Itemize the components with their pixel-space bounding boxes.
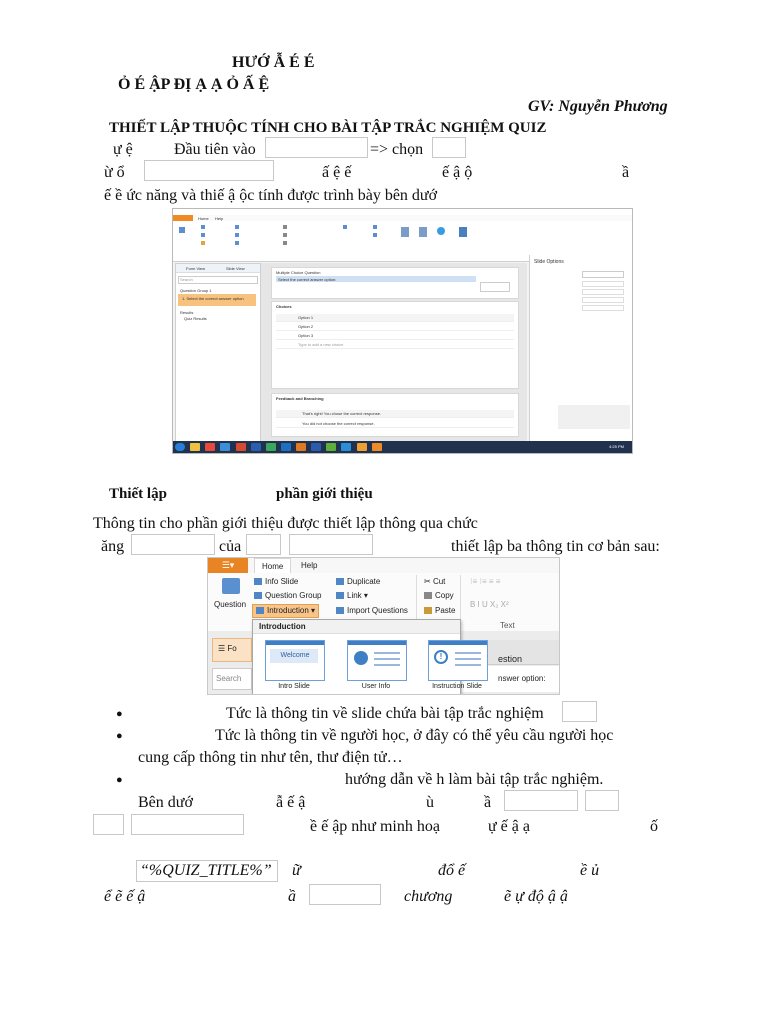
header-line-2: Ỏ É ẬP ĐỊ Ạ Ạ Ỏ Ấ Ệ xyxy=(118,76,270,93)
copy-icon xyxy=(424,592,432,599)
bullet-3-text: hướng dẫn về h làm bài tập trắc nghiệm. xyxy=(345,771,604,788)
section-title-intro-b: phần giới thiệu xyxy=(276,486,373,502)
dropdown-title: Introduction xyxy=(259,622,306,631)
bullet-dot: ● xyxy=(116,708,123,720)
picture-icon xyxy=(373,225,377,229)
intro-paragraph-2a: ăng xyxy=(101,538,125,555)
blank-box xyxy=(585,790,619,811)
blank-box xyxy=(131,814,244,835)
paste-icon xyxy=(283,241,287,245)
s3-line4-b: ầ xyxy=(288,888,296,905)
introduction-menu-screenshot xyxy=(207,557,560,695)
info-slide-label: Info Slide xyxy=(265,577,299,586)
s3-line3-c: đổ ế xyxy=(438,862,466,879)
search-input: Search xyxy=(216,674,242,683)
bullet-dot: ● xyxy=(116,730,123,742)
question-group-label: Question Group xyxy=(265,591,322,600)
taskbar-clock: 4:25 PM xyxy=(609,444,624,449)
introduction-icon xyxy=(256,607,264,614)
p3: ế ề ức năng và thiế ậ ộc tính được trình bày bên dướ xyxy=(104,187,438,204)
question-icon xyxy=(222,578,240,594)
info-slide-icon xyxy=(201,225,205,229)
blank-box xyxy=(289,534,373,555)
bullet-dot: ● xyxy=(116,774,123,786)
header-line-1: HƯỚ Ẫ É É xyxy=(232,54,315,71)
question-header-fragment: estion xyxy=(498,654,523,664)
choice-2: Option 2 xyxy=(298,324,314,329)
save-and-return-icon xyxy=(459,227,467,237)
cut-label: Cut xyxy=(432,577,446,586)
question-prompt: Select the correct answer option: xyxy=(278,277,337,282)
tab-home: Home xyxy=(254,558,291,574)
info-icon: ! xyxy=(434,650,448,664)
tree-item-selected: 1. Select the correct answer option xyxy=(182,296,244,301)
info-slide-icon xyxy=(254,578,262,585)
tree-quiz-results: Quiz Results xyxy=(184,316,207,321)
feedback-incorrect: You did not choose the correct response. xyxy=(302,421,375,426)
choice-1: Option 1 xyxy=(298,315,314,320)
text-group-label: Text xyxy=(500,621,515,630)
link-icon xyxy=(235,233,239,237)
feedback-label: Feedback and Branching xyxy=(276,396,324,401)
s3-line2-b: ự ế ậ ạ xyxy=(488,818,530,835)
preview-icon xyxy=(437,227,445,235)
user-icon xyxy=(354,651,368,665)
instruction-slide-caption: Instruction Slide xyxy=(432,683,482,690)
import-label: Import Questions xyxy=(347,606,408,615)
s3-line2-c: ố xyxy=(650,818,658,835)
question-type-title: Multiple Choice Question xyxy=(276,270,321,275)
intro-paragraph-2c: thiết lập ba thông tin cơ bản sau: xyxy=(451,538,660,555)
left-panel xyxy=(175,263,261,445)
blank-box xyxy=(309,884,381,905)
copy-icon xyxy=(283,233,287,237)
slide-view-tab: Slide View xyxy=(226,266,245,271)
question-group-icon xyxy=(201,233,205,237)
blank-box xyxy=(246,534,281,555)
properties-icon xyxy=(401,227,409,237)
tab-help: Help xyxy=(301,561,318,570)
slide-options-title: Slide Options xyxy=(534,259,564,265)
user-info-thumbnail[interactable] xyxy=(347,640,407,681)
p2-fragment-c: ế ậ ộ xyxy=(442,164,473,181)
blank-box xyxy=(562,701,597,722)
s3-line1-a: Bên dướ xyxy=(138,794,193,811)
tree-results: Results xyxy=(180,310,194,315)
duplicate-icon xyxy=(336,578,344,585)
blank-box xyxy=(93,814,124,835)
choice-new: Type to add a new choice xyxy=(298,342,344,347)
s3-line4-d: ẽ ự độ ậ ậ xyxy=(504,888,568,905)
duplicate-label: Duplicate xyxy=(347,577,381,586)
introduction-label: Introduction xyxy=(267,606,309,615)
choice-3: Option 3 xyxy=(298,333,314,338)
link-icon xyxy=(336,592,344,599)
import-icon xyxy=(235,241,239,245)
p1-fragment-c: => chọn xyxy=(370,141,424,158)
s3-line1-d: ầ xyxy=(484,794,492,811)
bullet-2-continuation: cung cấp thông tin như tên, thư điện tử… xyxy=(138,749,403,766)
question-label: Question xyxy=(214,600,247,609)
s3-line2-a: ề ế ập như minh hoạ xyxy=(310,818,440,835)
paste-icon xyxy=(424,607,432,614)
windows-taskbar xyxy=(173,441,632,453)
introduction-icon xyxy=(201,241,205,245)
quizmaker-screenshot xyxy=(172,208,633,454)
feedback-correct: That's right! You chose the correct response. xyxy=(302,411,382,416)
s3-line1-b: ẫ ế ậ xyxy=(276,794,306,811)
intro-paragraph-1: Thông tin cho phần giới thiệu được thiết lập thông qua chức xyxy=(93,515,478,532)
welcome-text: Welcome xyxy=(280,652,310,659)
p2-fragment-d: ầ xyxy=(622,164,630,181)
question-group-icon xyxy=(254,592,262,599)
s3-line3-d: ề ủ xyxy=(580,862,600,879)
duplicate-icon xyxy=(235,225,239,229)
s3-line4-a: ể ẽ ế ậ xyxy=(104,888,146,905)
blank-box xyxy=(432,137,466,158)
link-label: Link xyxy=(347,591,362,600)
ribbon: Question Info Slide Question Group Introduction ▾ Duplicate Link ▾ Import Questions ✂ Cut Copy Paste ⁝≡ ⁝≡ ≡ ≡ B I U X₂ X² Text xyxy=(208,573,559,631)
p2-fragment-b: ấ ệ ế xyxy=(322,164,352,181)
section-title-intro-a: Thiết lập xyxy=(109,486,167,502)
tab-help: Help xyxy=(215,216,224,221)
p2-fragment-a: ừ ổ xyxy=(104,164,125,181)
quiz-title-variable: “%QUIZ_TITLE%” xyxy=(140,862,272,879)
tab-home: Home xyxy=(198,216,209,221)
equation-icon xyxy=(343,225,347,229)
bullet-2-text: Tức là thông tin về người học, ở đây có thể yêu cầu người học xyxy=(215,727,614,744)
text-format-icons: B I U X₂ X² xyxy=(470,600,509,609)
introduction-dropdown xyxy=(252,619,482,695)
paste-label: Paste xyxy=(435,606,456,615)
answer-option-fragment: nswer option: xyxy=(498,674,546,683)
tree-question-group: Question Group 1 xyxy=(180,288,212,293)
s3-line4-c: chương xyxy=(404,888,453,905)
s3-line1-c: ù xyxy=(426,794,434,811)
blank-box xyxy=(131,534,215,555)
intro-paragraph-2b: của xyxy=(219,538,242,555)
cut-icon xyxy=(283,225,287,229)
blank-box xyxy=(504,790,578,811)
import-icon xyxy=(336,607,344,614)
player-icon xyxy=(419,227,427,237)
list-format-icons: ⁝≡ ⁝≡ ≡ ≡ xyxy=(470,577,501,586)
bullet-1-text: Tức là thông tin về slide chứa bài tập trắc nghiệm xyxy=(226,705,544,722)
form-view-tab: ☰ Fo xyxy=(218,644,237,653)
instruction-slide-thumbnail[interactable] xyxy=(428,640,488,681)
search-input: Search xyxy=(180,277,193,282)
cut-icon: ✂ xyxy=(424,577,431,586)
app-menu-button: ☰▾ xyxy=(208,558,248,573)
p1-fragment-b: Đầu tiên vào xyxy=(174,141,256,158)
blank-box xyxy=(144,160,274,181)
p1-fragment-a: ự ệ xyxy=(113,141,133,158)
choices-label: Choices xyxy=(276,304,292,309)
user-info-caption: User Info xyxy=(361,683,391,690)
section-title-quiz: THIẾT LẬP THUỘC TÍNH CHO BÀI TẬP TRẮC NGHIỆM QUIZ xyxy=(109,120,547,136)
copy-label: Copy xyxy=(435,591,454,600)
center-editor xyxy=(261,263,527,443)
question-icon xyxy=(179,227,185,233)
intro-slide-thumbnail[interactable] xyxy=(265,640,325,681)
author: GV: Nguyễn Phương xyxy=(528,98,668,115)
slide-options-panel xyxy=(529,255,633,443)
video-icon xyxy=(373,233,377,237)
intro-slide-caption: Intro Slide xyxy=(278,683,310,690)
blank-box xyxy=(265,137,368,158)
s3-line3-b: ữ xyxy=(292,862,301,879)
form-view-tab: Form View xyxy=(186,266,206,271)
